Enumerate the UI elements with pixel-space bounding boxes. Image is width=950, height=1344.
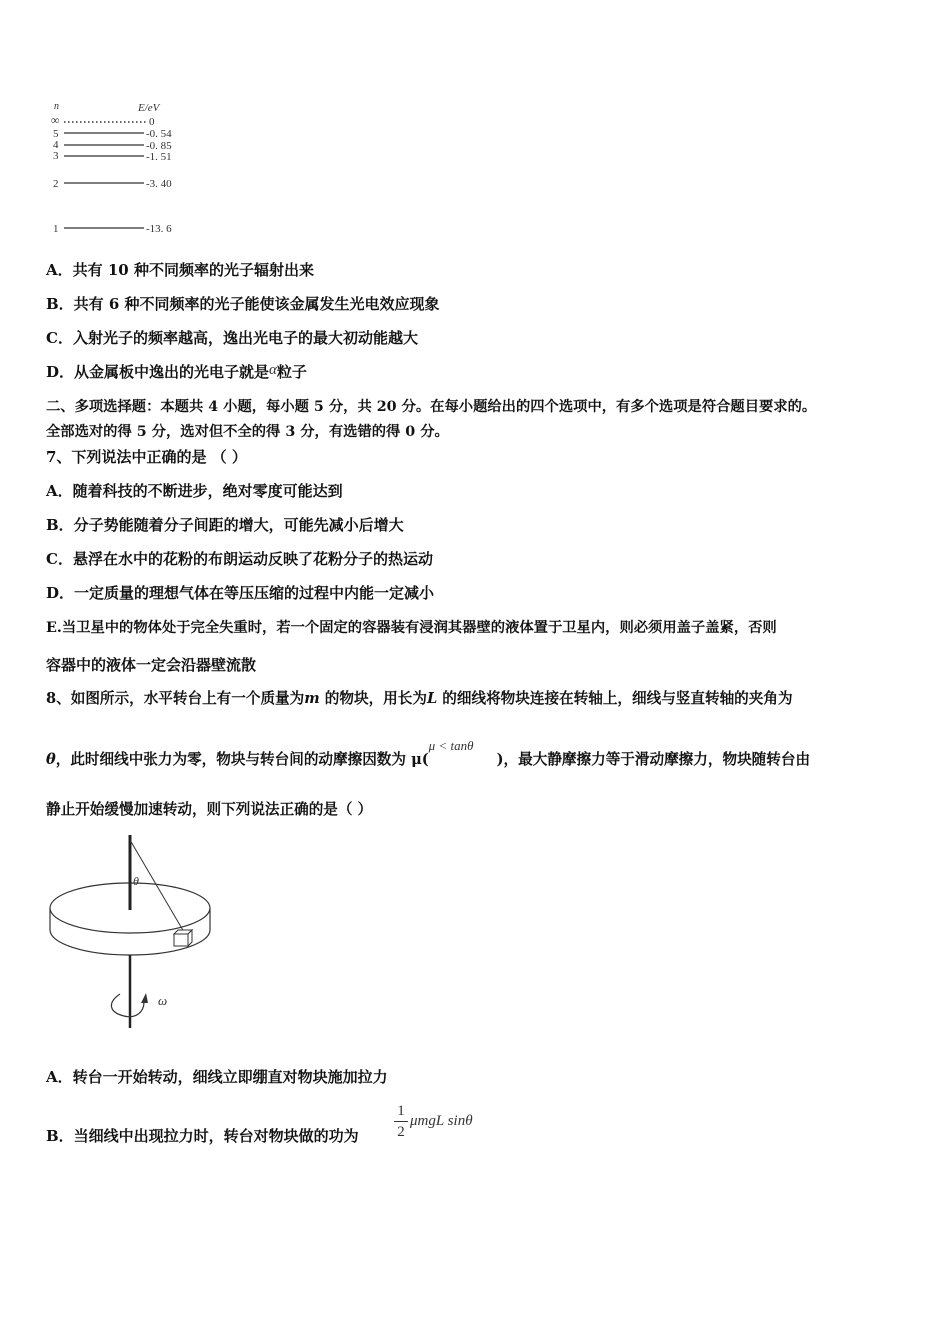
work-expression: μmgL sinθ (410, 1113, 473, 1129)
q7-option-a: A．随着科技的不断进步，绝对零度可能达到 (46, 482, 343, 500)
level-energy: -13. 6 (146, 223, 172, 235)
level-energy: -0. 54 (146, 128, 172, 140)
e-axis-label: E/eV (138, 102, 160, 114)
fraction-numerator: 1 (397, 1103, 405, 1119)
level-energy: -3. 40 (146, 178, 172, 190)
energy-level-diagram (48, 100, 208, 240)
fraction (394, 1102, 408, 1141)
q8-stem-line3: 静止开始缓慢加速转动，则下列说法正确的是（ ） (46, 801, 373, 818)
omega-label: ω (158, 993, 168, 1008)
level-energy: -0. 85 (146, 140, 172, 152)
level-n: 5 (53, 128, 59, 140)
q6-option-d (46, 362, 307, 383)
q7-option-c: C．悬浮在水中的花粉的布朗运动反映了花粉分子的热运动 (46, 550, 433, 568)
q7-option-b: B．分子势能随着分子间距的增大，可能先减小后增大 (46, 516, 404, 534)
level-energy: -1. 51 (146, 151, 172, 163)
q8-stem-line1 (46, 689, 793, 709)
alpha-symbol: α (269, 362, 277, 378)
level-n: 2 (53, 178, 59, 190)
q8-text: 8、如图所示，水平转台上有一个质量为 (46, 690, 305, 707)
section2-instructions-1: 二、多项选择题：本题共 4 小题，每小题 5 分，共 20 分。在每小题给出的四个选项中，有多个选项是符合题目要求的。 (46, 399, 817, 415)
q6-option-d-text: D．从金属板中逸出的光电子就是 (46, 363, 270, 381)
q6-option-c: C．入射光子的频率越高，逸出光电子的最大初动能越大 (46, 329, 418, 347)
q6-option-d-suffix: 粒子 (276, 363, 307, 381)
arrow-head (141, 993, 148, 1003)
n-axis-label: n (54, 101, 59, 112)
q7-option-e-line2: 容器中的液体一定会沿器壁流散 (46, 656, 257, 674)
rotation-arrow (111, 994, 144, 1017)
angle-label: θ (133, 874, 139, 888)
q8-stem-line2 (46, 738, 811, 770)
fraction-denominator: 2 (397, 1124, 405, 1140)
section2-instructions-2: 全部选对的得 5 分，选对但不全的得 3 分，有选错的得 0 分。 (46, 424, 449, 440)
q8-text: 的细线将物块连接在转轴上，细线与竖直转轴的夹角为 (437, 690, 793, 707)
friction-condition: μ < tanθ (428, 738, 474, 753)
level-n: 3 (53, 150, 59, 162)
q6-option-a: A．共有 10 种不同频率的光子辐射出来 (46, 261, 314, 279)
theta-symbol: θ (46, 751, 56, 768)
q7-stem: 7、下列说法中正确的是 （ ） (46, 448, 247, 466)
level-n: ∞ (51, 113, 60, 127)
fraction-bar (394, 1121, 408, 1122)
level-n: 1 (53, 223, 59, 235)
q8-text: )，最大静摩擦力等于滑动摩擦力，物块随转台由 (496, 751, 811, 768)
q8-option-a: A．转台一开始转动，细线立即绷直对物块施加拉力 (46, 1068, 388, 1086)
q7-option-e-line1: E.当卫星中的物体处于完全失重时，若一个固定的容器装有浸润其器壁的液体置于卫星内，则必须用盖子盖紧，否则 (46, 620, 777, 636)
level-n: 4 (53, 139, 59, 151)
block (174, 930, 192, 946)
q8-text: ，此时细线中张力为零，物块与转台间的动摩擦因数为 μ( (55, 751, 429, 768)
q7-option-d: D．一定质量的理想气体在等压压缩的过程中内能一定减小 (46, 584, 435, 602)
q8-option-b: B．当细线中出现拉力时，转台对物块做的功为 (46, 1127, 359, 1145)
q6-option-b: B．共有 6 种不同频率的光子能使该金属发生光电效应现象 (46, 295, 440, 313)
q8-text: 的物块，用长为 (319, 690, 427, 707)
length-symbol: L (426, 690, 438, 707)
mass-symbol: m (304, 690, 320, 707)
level-energy: 0 (149, 116, 155, 128)
turntable-figure (44, 830, 219, 1035)
